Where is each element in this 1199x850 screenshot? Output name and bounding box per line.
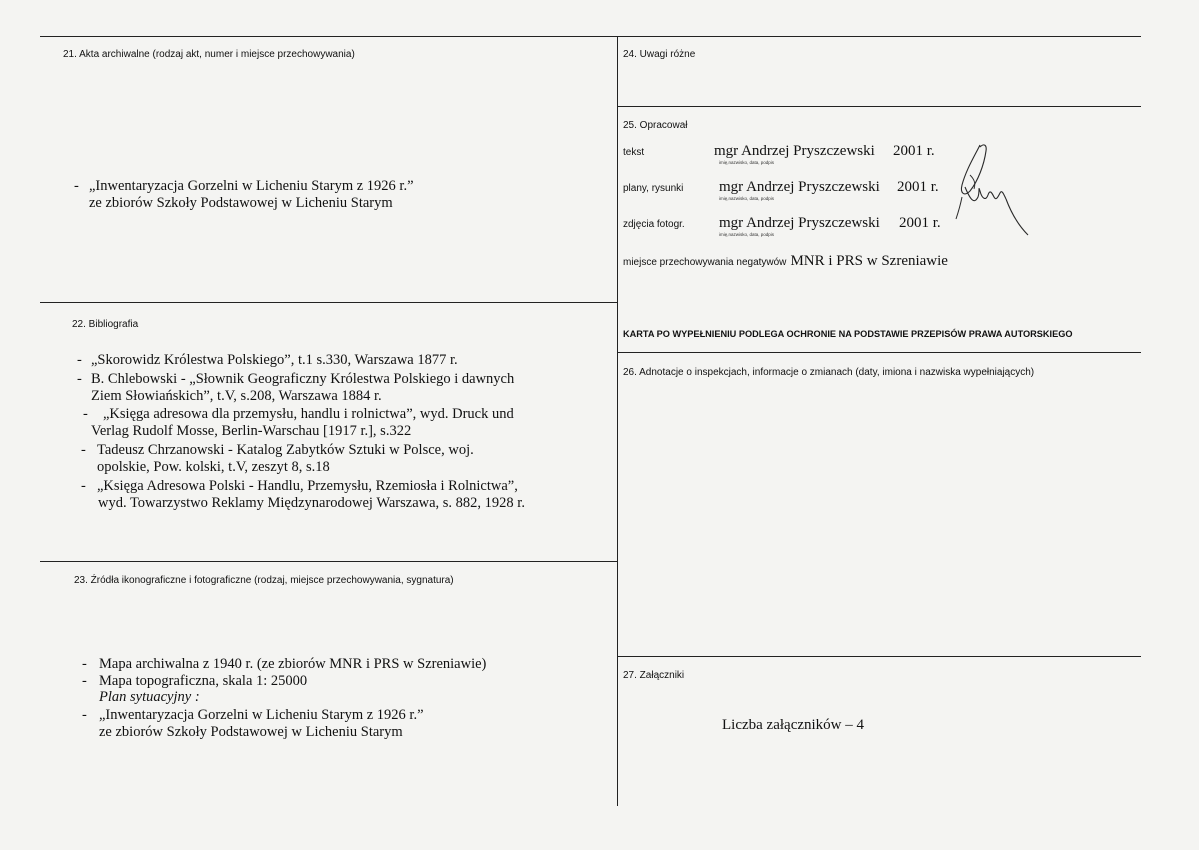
negatives-value: MNR i PRS w Szreniawie	[790, 253, 948, 269]
section-21-item-line1	[74, 178, 414, 196]
list-item-text: „Inwentaryzacja Gorzelni w Licheniu Starym z 1926 r.”	[99, 707, 424, 723]
handwritten-signature-icon	[940, 135, 1030, 240]
negatives-label: miejsce przechowywania negatywów	[623, 257, 787, 268]
author-row-label: plany, rysunki	[623, 183, 684, 194]
bibliography-item-1	[77, 352, 458, 370]
iconography-item-2	[82, 673, 307, 691]
list-dash: -	[82, 673, 87, 689]
iconography-item-3	[82, 707, 424, 725]
list-dash: -	[81, 478, 86, 494]
list-dash: -	[77, 352, 82, 368]
iconography-subheading: Plan sytuacyjny :	[99, 689, 200, 705]
negatives-location	[623, 253, 948, 272]
bibliography-item-2-cont: Ziem Słowiańskich”, t.V, s.208, Warszawa 1884 r.	[91, 388, 382, 404]
author-caption: imię,nazwisko, data, podpis	[719, 232, 775, 237]
bibliography-item-2	[77, 371, 514, 389]
list-dash: -	[81, 442, 86, 458]
author-name: mgr Andrzej Pryszczewski	[719, 215, 880, 231]
author-caption: imię,nazwisko, data, podpis	[719, 160, 775, 165]
author-year: 2001 r.	[893, 143, 935, 159]
bibliography-item-5-cont: wyd. Towarzystwo Reklamy Międzynarodowej Warszawa, s. 882, 1928 r.	[98, 495, 525, 511]
iconography-item-1	[82, 656, 486, 674]
author-year: 2001 r.	[899, 215, 941, 231]
divider-26-27	[617, 656, 1141, 657]
author-caption: imię,nazwisko, data, podpis	[719, 196, 775, 201]
list-item-text: Mapa archiwalna z 1940 r. (ze zbiorów MNR i PRS w Szreniawie)	[99, 656, 487, 672]
author-name: mgr Andrzej Pryszczewski	[719, 179, 880, 195]
author-year: 2001 r.	[897, 179, 939, 195]
bibliography-item-3	[83, 406, 514, 424]
bibliography-item-3-cont: Verlag Rudolf Mosse, Berlin-Warschau [1917 r.], s.322	[91, 423, 412, 439]
author-name: mgr Andrzej Pryszczewski	[714, 143, 875, 159]
iconography-item-3-cont: ze zbiorów Szkoły Podstawowej w Licheniu Starym	[99, 724, 403, 740]
list-dash: -	[82, 656, 87, 672]
list-item-text: „Inwentaryzacja Gorzelni w Licheniu Starym z 1926 r.”	[89, 178, 414, 194]
list-dash: -	[83, 406, 88, 422]
list-item-text: B. Chlebowski - „Słownik Geograficzny Królestwa Polskiego i dawnych	[91, 371, 515, 387]
section-21-heading: 21. Akta archiwalne (rodzaj akt, numer i miejsce przechowywania)	[63, 49, 355, 60]
author-row-label: zdjęcia fotogr.	[623, 219, 685, 230]
list-item-text: Tadeusz Chrzanowski - Katalog Zabytków Sztuki w Polsce, woj.	[97, 442, 474, 458]
list-item-text: Mapa topograficzna, skala 1: 25000	[99, 673, 308, 689]
copyright-notice: KARTA PO WYPEŁNIENIU PODLEGA OCHRONIE NA PODSTAWIE PRZEPISÓW PRAWA AUTORSKIEGO	[623, 329, 1073, 339]
divider-25-26	[617, 352, 1141, 353]
author-row-label: tekst	[623, 147, 645, 158]
bibliography-item-4	[81, 442, 474, 460]
list-item-text: „Księga Adresowa Polski - Handlu, Przemysłu, Rzemiosła i Rolnictwa”,	[97, 478, 518, 494]
section-25-heading: 25. Opracował	[623, 120, 688, 131]
section-22-heading: 22. Bibliografia	[72, 319, 139, 330]
attachments-count: Liczba załączników – 4	[722, 717, 865, 733]
list-dash: -	[77, 371, 82, 387]
center-divider	[617, 36, 618, 806]
bibliography-item-5	[81, 478, 518, 496]
list-item-text: „Księga adresowa dla przemysłu, handlu i rolnictwa”, wyd. Druck und	[103, 406, 514, 422]
list-dash: -	[82, 707, 87, 723]
section-24-heading: 24. Uwagi różne	[623, 49, 696, 60]
section-21-item-line2: ze zbiorów Szkoły Podstawowej w Licheniu Starym	[89, 195, 393, 211]
list-dash: -	[74, 178, 79, 194]
divider-24-25	[617, 106, 1141, 107]
section-27-heading: 27. Załączniki	[623, 670, 685, 681]
divider-22-23	[40, 561, 617, 562]
section-26-heading: 26. Adnotacje o inspekcjach, informacje o zmianach (daty, imiona i nazwiska wypełniających)	[623, 367, 1035, 378]
top-border	[40, 36, 1141, 37]
divider-21-22	[40, 302, 617, 303]
section-23-heading: 23. Źródła ikonograficzne i fotograficzne (rodzaj, miejsce przechowywania, sygnatura)	[74, 575, 454, 586]
bibliography-item-4-cont: opolskie, Pow. kolski, t.V, zeszyt 8, s.18	[97, 459, 330, 475]
list-item-text: „Skorowidz Królestwa Polskiego”, t.1 s.330, Warszawa 1877 r.	[91, 352, 458, 368]
